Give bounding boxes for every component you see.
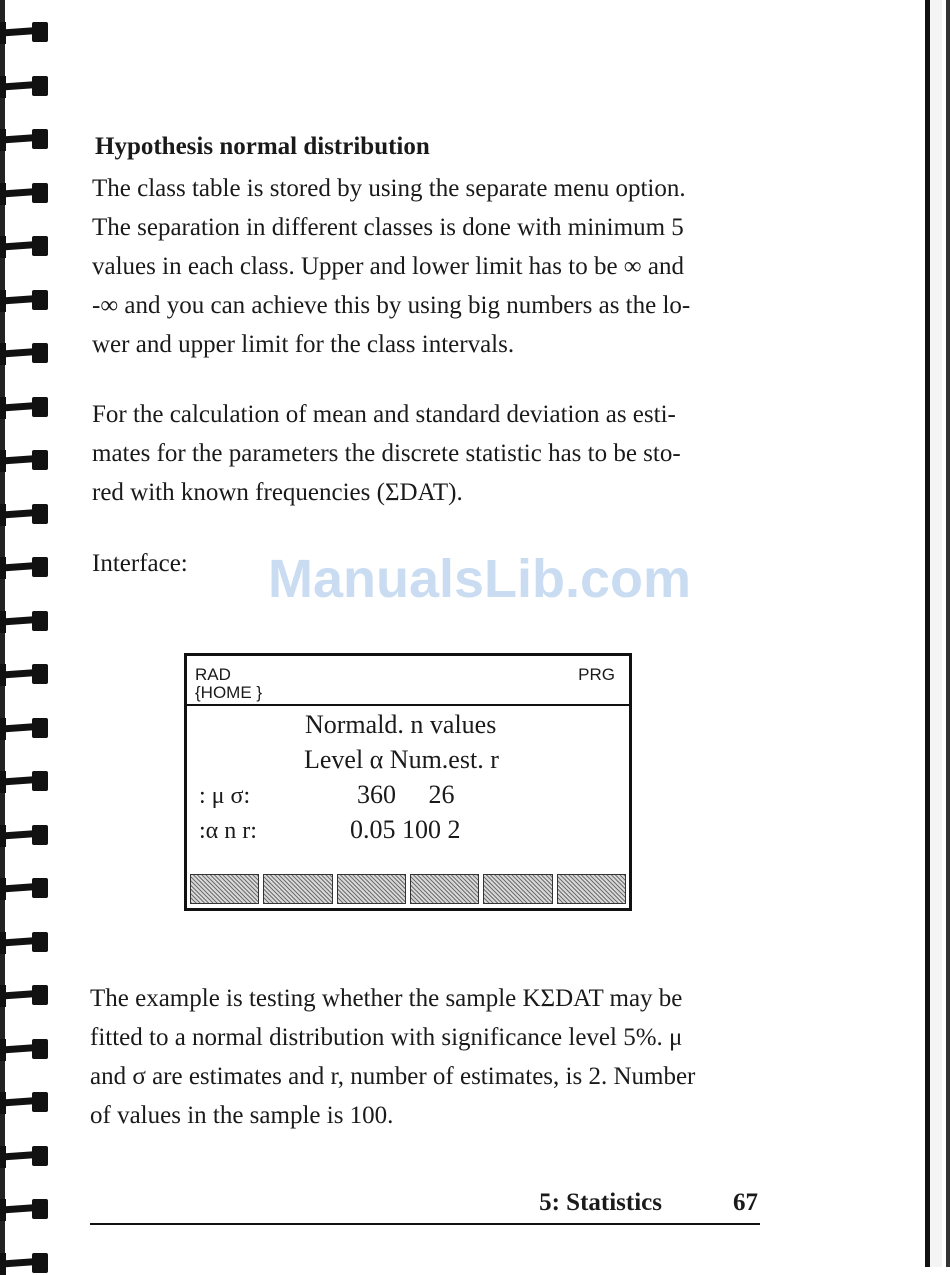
binding-ring [0,664,52,686]
paragraph-class-table [92,169,767,364]
binding-ring [0,985,52,1007]
text-line: For the calculation of mean and standard deviation as esti- [92,401,676,428]
binding-ring [0,878,52,900]
page-footer [90,1189,760,1225]
text-line: wer and upper limit for the class intervals. [92,331,515,358]
chapter-title: 5: Statistics [539,1189,662,1216]
page-number: 67 [733,1189,758,1216]
text-line: mates for the parameters the discrete statistic has to be sto- [92,440,681,467]
binding-ring [0,76,52,98]
text-line: -∞ and you can achieve this by using big numbers as the lo- [92,292,691,319]
binding-ring [0,1253,52,1275]
binding-ring [0,771,52,793]
binding-ring [0,718,52,740]
page-edge-outer [946,0,950,1267]
text-line: The separation in different classes is done with minimum 5 [92,214,684,241]
binding-ring [0,1092,52,1114]
binding-ring [0,397,52,419]
binding-ring [0,557,52,579]
binding-ring [0,932,52,954]
input-label-mu-sigma: : μ σ: [199,783,251,809]
softkey-6[interactable] [557,874,626,904]
input-label-alpha-n-r: :α n r: [199,818,257,844]
text-line: of values in the sample is 100. [90,1102,394,1129]
text-line: Interface: [92,550,188,577]
watermark: ManualsLib.com [268,549,692,609]
screen-title: Normald. n values [305,710,497,739]
input-values-alpha-n-r[interactable]: 0.05 100 2 [350,815,461,844]
binding-ring [0,450,52,472]
directory-indicator: {HOME } [195,683,263,702]
angle-mode-indicator: RAD [195,665,231,684]
softkey-2[interactable] [263,874,332,904]
text-line: red with known frequencies (ΣDAT). [92,479,463,506]
text-line: and σ are estimates and r, number of estimates, is 2. Number [90,1063,696,1090]
binding-ring [0,825,52,847]
binding-ring [0,1039,52,1061]
softkey-4[interactable] [410,874,479,904]
binding-ring [0,611,52,633]
text-line: The example is testing whether the sample KΣDAT may be [90,985,683,1012]
binding-ring [0,290,52,312]
softkey-menu [190,874,626,904]
softkey-1[interactable] [190,874,259,904]
binding-ring [0,22,52,44]
page-edge [925,0,942,1267]
binding-ring [0,1199,52,1221]
binding-ring [0,1146,52,1168]
softkey-5[interactable] [483,874,552,904]
binding-ring [0,129,52,151]
binding-ring [0,183,52,205]
binding-ring [0,236,52,258]
softkey-3[interactable] [337,874,406,904]
input-values-mu-sigma[interactable]: 360 26 [357,780,455,809]
paragraph-mean-deviation [92,395,767,512]
spiral-binding [0,0,58,1267]
paragraph-example [90,979,765,1135]
text-line: values in each class. Upper and lower limit has to be ∞ and [92,253,684,280]
text-line: The class table is stored by using the separate menu option. [92,175,686,202]
screen-subtitle: Level α Num.est. r [304,745,499,774]
program-indicator: PRG [578,665,615,684]
binding-ring [0,343,52,365]
screen-header [187,656,629,706]
calculator-screen [184,653,632,911]
text-line: fitted to a normal distribution with significance level 5%. μ [90,1024,683,1051]
binding-ring [0,504,52,526]
section-heading: Hypothesis normal distribution [95,133,430,160]
